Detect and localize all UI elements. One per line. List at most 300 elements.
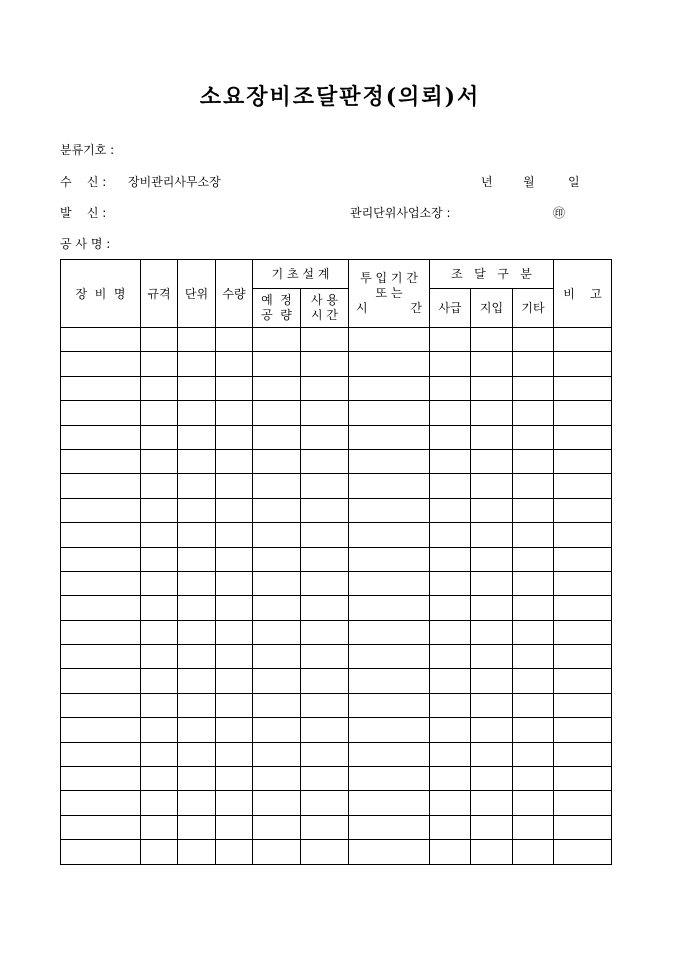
table-row: [61, 352, 612, 376]
table-cell[interactable]: [554, 571, 612, 595]
date-year-label: 년: [481, 175, 493, 189]
table-cell[interactable]: [430, 791, 471, 815]
header-unit: 단위: [178, 260, 216, 328]
table-cell[interactable]: [513, 401, 554, 425]
date-month-label: 월: [523, 175, 535, 189]
table-cell[interactable]: [61, 815, 141, 839]
manager-label: 관리단위사업소장 :: [350, 206, 451, 220]
table-cell[interactable]: [471, 620, 513, 644]
table-cell[interactable]: [253, 571, 301, 595]
table-cell[interactable]: [430, 474, 471, 498]
table-cell[interactable]: [349, 571, 430, 595]
table-cell[interactable]: [178, 376, 216, 400]
table-cell[interactable]: [471, 815, 513, 839]
table-cell[interactable]: [178, 425, 216, 449]
table-cell[interactable]: [349, 425, 430, 449]
header-input-period-line3: [349, 301, 429, 316]
table-row: [61, 498, 612, 522]
table-cell[interactable]: [554, 498, 612, 522]
header-estimated-hours-line2: 공 량: [261, 308, 292, 322]
table-cell[interactable]: [61, 401, 141, 425]
table-cell[interactable]: [61, 474, 141, 498]
table-cell[interactable]: [141, 498, 178, 522]
table-cell[interactable]: [349, 645, 430, 669]
header-usage-time-line2: 시 간: [311, 308, 338, 322]
table-row: [61, 645, 612, 669]
table-cell[interactable]: [61, 620, 141, 644]
table-cell[interactable]: [141, 352, 178, 376]
table-cell[interactable]: [141, 376, 178, 400]
table-cell[interactable]: [349, 840, 430, 864]
table-cell[interactable]: [513, 645, 554, 669]
table-cell[interactable]: [178, 571, 216, 595]
table-row: [61, 620, 612, 644]
table-cell[interactable]: [253, 328, 301, 352]
table-cell[interactable]: [253, 523, 301, 547]
table-cell[interactable]: [349, 328, 430, 352]
table-cell[interactable]: [554, 425, 612, 449]
table-cell[interactable]: [141, 645, 178, 669]
table-cell[interactable]: [141, 669, 178, 693]
table-cell[interactable]: [253, 596, 301, 620]
header-estimated-hours: [253, 289, 301, 328]
table-cell[interactable]: [178, 718, 216, 742]
table-cell[interactable]: [61, 669, 141, 693]
equipment-table: [60, 259, 612, 865]
table-cell[interactable]: [61, 376, 141, 400]
table-cell[interactable]: [301, 328, 349, 352]
table-cell[interactable]: [513, 620, 554, 644]
sender-label: 발 신 :: [60, 206, 107, 220]
table-row: [61, 669, 612, 693]
table-row: [61, 376, 612, 400]
table-cell[interactable]: [554, 449, 612, 473]
table-cell[interactable]: [141, 449, 178, 473]
table-cell[interactable]: [554, 547, 612, 571]
table-cell[interactable]: [178, 693, 216, 717]
table-cell[interactable]: [141, 767, 178, 791]
table-cell[interactable]: [301, 401, 349, 425]
table-cell[interactable]: [301, 767, 349, 791]
header-remarks: 비 고: [554, 260, 612, 328]
table-cell[interactable]: [349, 352, 430, 376]
table-cell[interactable]: [216, 620, 253, 644]
table-cell[interactable]: [216, 328, 253, 352]
table-cell[interactable]: [513, 474, 554, 498]
table-row: [61, 840, 612, 864]
table-cell[interactable]: [430, 742, 471, 766]
table-cell[interactable]: [178, 523, 216, 547]
table-cell[interactable]: [216, 425, 253, 449]
table-cell[interactable]: [513, 840, 554, 864]
table-cell[interactable]: [471, 328, 513, 352]
table-cell[interactable]: [554, 376, 612, 400]
table-cell[interactable]: [141, 742, 178, 766]
table-cell[interactable]: [178, 840, 216, 864]
table-cell[interactable]: [141, 693, 178, 717]
table-cell[interactable]: [471, 791, 513, 815]
table-cell[interactable]: [141, 328, 178, 352]
table-cell[interactable]: [141, 547, 178, 571]
table-cell[interactable]: [471, 571, 513, 595]
table-cell[interactable]: [216, 547, 253, 571]
table-cell[interactable]: [471, 596, 513, 620]
table-cell[interactable]: [513, 669, 554, 693]
table-cell[interactable]: [554, 474, 612, 498]
table-cell[interactable]: [178, 498, 216, 522]
table-cell[interactable]: [216, 815, 253, 839]
table-cell[interactable]: [61, 791, 141, 815]
table-cell[interactable]: [513, 693, 554, 717]
table-cell[interactable]: [253, 401, 301, 425]
table-cell[interactable]: [61, 571, 141, 595]
table-cell[interactable]: [178, 547, 216, 571]
table-cell[interactable]: [430, 352, 471, 376]
table-cell[interactable]: [253, 669, 301, 693]
table-cell[interactable]: [178, 328, 216, 352]
table-cell[interactable]: [301, 352, 349, 376]
table-cell[interactable]: [253, 547, 301, 571]
table-cell[interactable]: [61, 449, 141, 473]
table-cell[interactable]: [216, 571, 253, 595]
table-cell[interactable]: [216, 401, 253, 425]
table-cell[interactable]: [471, 742, 513, 766]
table-cell[interactable]: [430, 767, 471, 791]
table-cell[interactable]: [349, 547, 430, 571]
table-cell[interactable]: [141, 401, 178, 425]
table-row: [61, 401, 612, 425]
table-cell[interactable]: [61, 498, 141, 522]
table-cell[interactable]: [301, 645, 349, 669]
table-cell[interactable]: [178, 645, 216, 669]
table-row: [61, 742, 612, 766]
table-cell[interactable]: [253, 742, 301, 766]
table-cell[interactable]: [178, 596, 216, 620]
table-cell[interactable]: [349, 474, 430, 498]
table-cell[interactable]: [430, 523, 471, 547]
table-cell[interactable]: [253, 767, 301, 791]
table-cell[interactable]: [430, 328, 471, 352]
table-cell[interactable]: [430, 718, 471, 742]
table-cell[interactable]: [216, 449, 253, 473]
table-cell[interactable]: [471, 401, 513, 425]
table-row: [61, 718, 612, 742]
table-cell[interactable]: [253, 840, 301, 864]
table-cell[interactable]: [430, 547, 471, 571]
table-cell[interactable]: [554, 791, 612, 815]
table-cell[interactable]: [216, 767, 253, 791]
table-cell[interactable]: [301, 669, 349, 693]
table-cell[interactable]: [61, 645, 141, 669]
table-cell[interactable]: [253, 815, 301, 839]
table-row: [61, 767, 612, 791]
table-cell[interactable]: [513, 449, 554, 473]
table-cell[interactable]: [349, 401, 430, 425]
table-cell[interactable]: [554, 742, 612, 766]
table-cell[interactable]: [216, 791, 253, 815]
table-cell[interactable]: [471, 376, 513, 400]
header-government-supply: 지입: [471, 289, 513, 328]
table-body: [61, 328, 612, 865]
table-cell[interactable]: [216, 840, 253, 864]
table-cell[interactable]: [554, 815, 612, 839]
table-cell[interactable]: [216, 523, 253, 547]
header-other: 기타: [513, 289, 554, 328]
classification-label: 분류기호 :: [60, 143, 115, 157]
header-procurement: 조 달 구 분: [430, 260, 554, 289]
table-cell[interactable]: [430, 376, 471, 400]
table-cell[interactable]: [301, 693, 349, 717]
table-cell[interactable]: [430, 449, 471, 473]
table-cell[interactable]: [141, 791, 178, 815]
table-row: [61, 523, 612, 547]
table-cell[interactable]: [471, 645, 513, 669]
table-cell[interactable]: [349, 718, 430, 742]
table-cell[interactable]: [471, 767, 513, 791]
table-cell[interactable]: [349, 620, 430, 644]
table-cell[interactable]: [253, 620, 301, 644]
table-cell[interactable]: [430, 815, 471, 839]
table-cell[interactable]: [61, 352, 141, 376]
table-row: [61, 474, 612, 498]
table-cell[interactable]: [178, 767, 216, 791]
table-cell[interactable]: [349, 498, 430, 522]
table-row: [61, 547, 612, 571]
table-cell[interactable]: [301, 449, 349, 473]
table-cell[interactable]: [61, 840, 141, 864]
table-cell[interactable]: [513, 596, 554, 620]
table-cell[interactable]: [430, 571, 471, 595]
table-cell[interactable]: [216, 352, 253, 376]
header-basic-design: 기 초 설 계: [253, 260, 349, 289]
table-cell[interactable]: [61, 718, 141, 742]
table-cell[interactable]: [141, 620, 178, 644]
table-cell[interactable]: [430, 840, 471, 864]
table-row: [61, 596, 612, 620]
table-cell[interactable]: [178, 791, 216, 815]
document-title: 소요장비조달판정(의뢰)서: [199, 84, 481, 110]
table-cell[interactable]: [430, 693, 471, 717]
table-cell[interactable]: [554, 767, 612, 791]
table-cell[interactable]: [513, 742, 554, 766]
table-cell[interactable]: [216, 669, 253, 693]
table-cell[interactable]: [141, 815, 178, 839]
table-cell[interactable]: [471, 523, 513, 547]
table-cell[interactable]: [301, 620, 349, 644]
table-cell[interactable]: [430, 401, 471, 425]
header-quantity: 수량: [216, 260, 253, 328]
table-cell[interactable]: [513, 547, 554, 571]
table-cell[interactable]: [178, 449, 216, 473]
header-usage-time: [301, 289, 349, 328]
table-cell[interactable]: [513, 767, 554, 791]
recipient-label: 수 신 :: [60, 175, 107, 189]
table-cell[interactable]: [471, 498, 513, 522]
table-cell[interactable]: [141, 523, 178, 547]
table-cell[interactable]: [253, 693, 301, 717]
table-cell[interactable]: [471, 547, 513, 571]
table-cell[interactable]: [513, 352, 554, 376]
table-cell[interactable]: [349, 669, 430, 693]
table-cell[interactable]: [430, 645, 471, 669]
table-cell[interactable]: [253, 376, 301, 400]
header-estimated-hours-line1: 예 정: [261, 293, 292, 307]
table-cell[interactable]: [349, 815, 430, 839]
table-cell[interactable]: [349, 742, 430, 766]
table-cell[interactable]: [301, 571, 349, 595]
table-cell[interactable]: [430, 596, 471, 620]
table-row: [61, 693, 612, 717]
table-cell[interactable]: [554, 352, 612, 376]
table-cell[interactable]: [253, 498, 301, 522]
table-cell[interactable]: [554, 693, 612, 717]
table-cell[interactable]: [61, 693, 141, 717]
table-cell[interactable]: [471, 449, 513, 473]
table-cell[interactable]: [61, 425, 141, 449]
table-cell[interactable]: [554, 718, 612, 742]
table-row: [61, 449, 612, 473]
table-cell[interactable]: [430, 620, 471, 644]
table-cell[interactable]: [253, 645, 301, 669]
header-input-period-line3-b: 간: [410, 301, 422, 315]
table-cell[interactable]: [216, 498, 253, 522]
table-cell[interactable]: [471, 840, 513, 864]
table-cell[interactable]: [216, 376, 253, 400]
table-cell[interactable]: [471, 669, 513, 693]
table-cell[interactable]: [554, 669, 612, 693]
header-usage-time-line1: 사 용: [311, 293, 338, 307]
table-cell[interactable]: [554, 523, 612, 547]
table-cell[interactable]: [253, 718, 301, 742]
table-cell[interactable]: [349, 449, 430, 473]
table-cell[interactable]: [349, 596, 430, 620]
table-cell[interactable]: [61, 547, 141, 571]
table-cell[interactable]: [178, 401, 216, 425]
table-cell[interactable]: [513, 815, 554, 839]
table-cell[interactable]: [216, 645, 253, 669]
table-cell[interactable]: [61, 596, 141, 620]
table-cell[interactable]: [216, 596, 253, 620]
table-cell[interactable]: [513, 718, 554, 742]
table-cell[interactable]: [349, 767, 430, 791]
table-cell[interactable]: [554, 596, 612, 620]
table-cell[interactable]: [178, 669, 216, 693]
table-cell[interactable]: [301, 596, 349, 620]
table-cell[interactable]: [141, 596, 178, 620]
table-cell[interactable]: [301, 425, 349, 449]
table-cell[interactable]: [178, 352, 216, 376]
table-cell[interactable]: [513, 523, 554, 547]
table-cell[interactable]: [141, 571, 178, 595]
table-cell[interactable]: [471, 352, 513, 376]
table-cell[interactable]: [178, 474, 216, 498]
table-cell[interactable]: [141, 474, 178, 498]
recipient-value: 장비관리사무소장: [128, 175, 221, 189]
header-input-period-line1: 투 입 기 간: [360, 271, 418, 285]
table-cell[interactable]: [513, 498, 554, 522]
table-cell[interactable]: [349, 376, 430, 400]
table-cell[interactable]: [471, 474, 513, 498]
table-cell[interactable]: [178, 815, 216, 839]
header-input-period-line3-a: 시: [356, 301, 368, 315]
table-cell[interactable]: [61, 523, 141, 547]
header-equipment-name: 장 비 명: [61, 260, 141, 328]
table-cell[interactable]: [301, 791, 349, 815]
table-cell[interactable]: [301, 523, 349, 547]
seal-mark: ㊞: [553, 206, 566, 220]
table-cell[interactable]: [430, 669, 471, 693]
table-cell[interactable]: [216, 718, 253, 742]
table-cell[interactable]: [349, 693, 430, 717]
table-cell[interactable]: [430, 425, 471, 449]
table-cell[interactable]: [554, 840, 612, 864]
table-cell[interactable]: [216, 474, 253, 498]
table-row: [61, 791, 612, 815]
table-cell[interactable]: [513, 571, 554, 595]
table-cell[interactable]: [216, 693, 253, 717]
table-cell[interactable]: [554, 401, 612, 425]
table-cell[interactable]: [554, 645, 612, 669]
table-cell[interactable]: [301, 742, 349, 766]
header-private-supply: 사급: [430, 289, 471, 328]
table-cell[interactable]: [61, 328, 141, 352]
table-cell[interactable]: [349, 791, 430, 815]
table-cell[interactable]: [61, 742, 141, 766]
table-row: [61, 328, 612, 352]
table-cell[interactable]: [430, 498, 471, 522]
header-spec: 규격: [141, 260, 178, 328]
table-cell[interactable]: [513, 328, 554, 352]
table-cell[interactable]: [253, 352, 301, 376]
table-cell[interactable]: [471, 693, 513, 717]
table-cell[interactable]: [178, 742, 216, 766]
table-cell[interactable]: [301, 718, 349, 742]
table-cell[interactable]: [554, 328, 612, 352]
table-cell[interactable]: [513, 425, 554, 449]
project-name-label: 공 사 명 :: [60, 237, 111, 251]
table-row: [61, 815, 612, 839]
table-cell[interactable]: [141, 718, 178, 742]
table-cell[interactable]: [216, 742, 253, 766]
header-row-top: [61, 260, 612, 289]
table-cell[interactable]: [301, 498, 349, 522]
table-row: [61, 571, 612, 595]
date-day-label: 일: [568, 175, 580, 189]
table-cell[interactable]: [301, 376, 349, 400]
table-cell[interactable]: [253, 791, 301, 815]
table-cell[interactable]: [141, 840, 178, 864]
table-cell[interactable]: [301, 547, 349, 571]
table-cell[interactable]: [554, 620, 612, 644]
table-cell[interactable]: [301, 815, 349, 839]
table-cell[interactable]: [253, 449, 301, 473]
table-cell[interactable]: [141, 425, 178, 449]
table-cell[interactable]: [349, 523, 430, 547]
table-cell[interactable]: [471, 718, 513, 742]
table-cell[interactable]: [513, 791, 554, 815]
table-cell[interactable]: [301, 840, 349, 864]
header-input-period: [349, 260, 430, 328]
table-cell[interactable]: [301, 474, 349, 498]
table-cell[interactable]: [253, 425, 301, 449]
table-cell[interactable]: [471, 425, 513, 449]
table-row: [61, 425, 612, 449]
header-input-period-line2: 또 는: [375, 286, 403, 300]
table-cell[interactable]: [178, 620, 216, 644]
table-cell[interactable]: [253, 474, 301, 498]
table-cell[interactable]: [61, 767, 141, 791]
table-cell[interactable]: [513, 376, 554, 400]
